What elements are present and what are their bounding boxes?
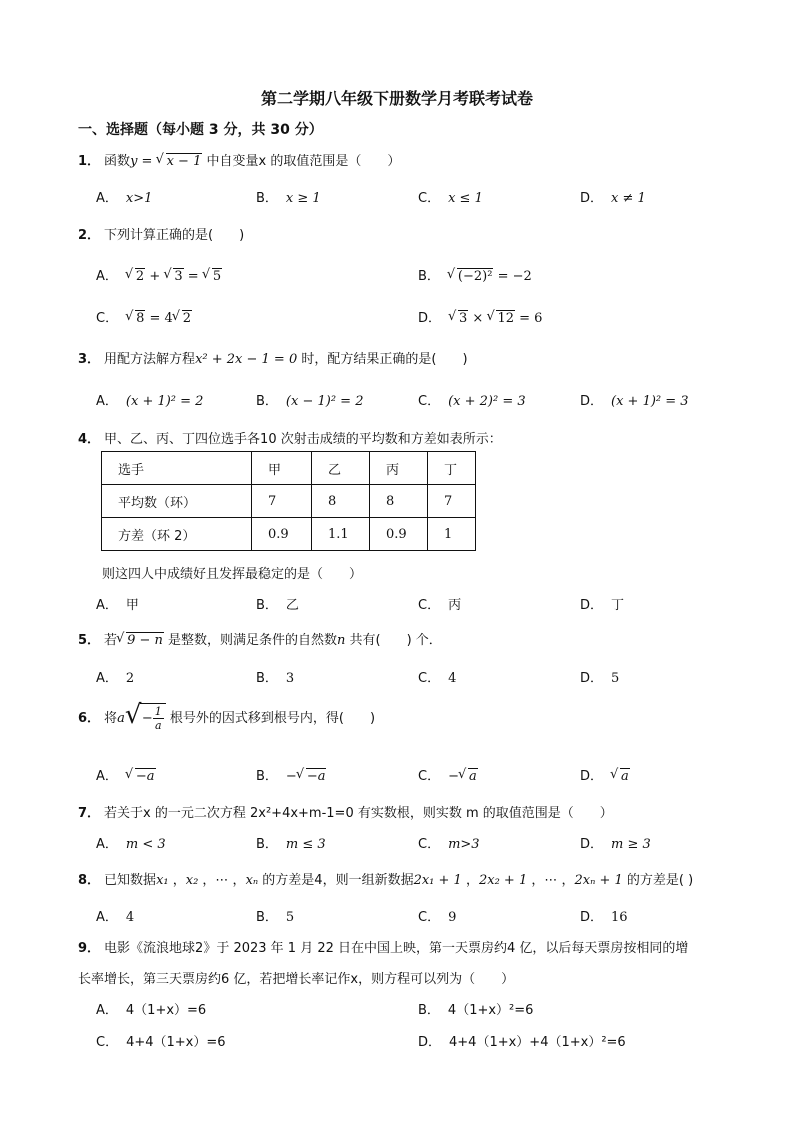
option-label: B． bbox=[418, 269, 440, 284]
option-label: D． bbox=[580, 769, 604, 784]
option-a[interactable]: A．√ 2 + √ 3 = √ 5 bbox=[96, 265, 222, 284]
question-number: 4． bbox=[78, 432, 101, 447]
option-text: 5 bbox=[611, 671, 620, 686]
option-text: 4（1+x）=6 bbox=[125, 1003, 207, 1018]
option-b[interactable] bbox=[418, 999, 533, 1018]
math-op: − bbox=[448, 769, 459, 784]
option-label: C． bbox=[418, 769, 441, 784]
denominator: a bbox=[154, 719, 162, 732]
sqrt-expr bbox=[126, 269, 145, 284]
sqrt-expr bbox=[448, 269, 494, 284]
page-title: 第二学期八年级下册数学月考联考试卷 bbox=[260, 89, 533, 108]
option-label: A． bbox=[96, 269, 118, 284]
option-c[interactable] bbox=[418, 906, 456, 925]
option-text: 4+4（1+x）=6 bbox=[126, 1035, 226, 1050]
option-text: (x − 1)² = 2 bbox=[285, 394, 364, 409]
option-label: B． bbox=[256, 598, 278, 613]
question-text: 共有( ) 个． bbox=[345, 633, 442, 648]
option-b[interactable] bbox=[418, 265, 532, 284]
option-label: C． bbox=[96, 311, 119, 326]
table-cell: 8 bbox=[370, 485, 428, 518]
separator: ， bbox=[168, 873, 186, 888]
option-label: A． bbox=[96, 769, 118, 784]
question-number: 9． bbox=[78, 941, 101, 956]
radical-sign: √ bbox=[124, 700, 142, 730]
sqrt-expr bbox=[126, 769, 156, 784]
option-label: D． bbox=[418, 1035, 442, 1050]
question-3 bbox=[78, 348, 468, 367]
sqrt-expr bbox=[126, 311, 145, 326]
question-number: 3． bbox=[78, 352, 101, 367]
option-a[interactable] bbox=[96, 594, 139, 613]
option-c[interactable] bbox=[418, 765, 478, 784]
option-a[interactable] bbox=[96, 999, 206, 1018]
question-text: 时，配方结果正确的是( ) bbox=[297, 352, 468, 367]
option-d[interactable] bbox=[580, 667, 619, 686]
table-header-cell: 丁 bbox=[428, 452, 476, 485]
question-number: 2． bbox=[78, 228, 101, 243]
option-a[interactable] bbox=[96, 390, 203, 409]
separator: ，⋯ ， bbox=[527, 873, 575, 888]
question-text: 是整数，则满足条件的自然数 bbox=[163, 633, 338, 648]
option-d[interactable]: D．√ 3 × √ 12 = 6 bbox=[418, 307, 542, 326]
math-var: n bbox=[337, 633, 346, 648]
radicand: −a bbox=[135, 769, 155, 784]
sqrt-expr bbox=[203, 269, 222, 284]
math-text: = 6 bbox=[515, 311, 543, 326]
question-number: 8． bbox=[78, 873, 101, 888]
option-label: B． bbox=[256, 191, 278, 206]
math-var: x₁ bbox=[156, 873, 169, 888]
option-text: m ≤ 3 bbox=[285, 837, 326, 852]
question-text: 用配方法解方程 bbox=[104, 352, 196, 367]
radicand: 2 bbox=[182, 311, 192, 326]
option-text: x>1 bbox=[125, 191, 153, 206]
option-text: 4 bbox=[125, 910, 135, 925]
option-label: C． bbox=[418, 837, 441, 852]
table-row bbox=[102, 518, 476, 551]
question-text: 下列计算正确的是( ) bbox=[104, 228, 245, 243]
table-cell: 方差（环 2） bbox=[102, 518, 252, 551]
option-d[interactable] bbox=[580, 833, 651, 852]
radicand: 3 bbox=[459, 311, 468, 326]
option-text: 甲 bbox=[125, 598, 139, 613]
sqrt-expr bbox=[164, 269, 183, 284]
option-d[interactable] bbox=[580, 390, 689, 409]
option-c[interactable] bbox=[96, 307, 192, 326]
option-c[interactable] bbox=[418, 390, 526, 409]
math-text: = −2 bbox=[493, 269, 532, 284]
sqrt-expr bbox=[487, 311, 515, 326]
option-text: (x + 2)² = 3 bbox=[448, 394, 526, 409]
table-cell: 8 bbox=[312, 485, 370, 518]
option-text: x ≠ 1 bbox=[611, 191, 646, 206]
option-text: (x + 1)² = 3 bbox=[611, 394, 689, 409]
option-a[interactable] bbox=[96, 833, 166, 852]
radicand: 2 bbox=[135, 269, 145, 284]
option-a[interactable] bbox=[96, 667, 134, 686]
option-label: A． bbox=[96, 910, 118, 925]
question-4-followup: 则这四人中成绩好且发挥最稳定的是（ ） bbox=[102, 567, 363, 582]
sqrt-expr bbox=[124, 700, 166, 734]
question-6 bbox=[78, 700, 376, 734]
table-header-cell: 丙 bbox=[370, 452, 428, 485]
fraction bbox=[153, 705, 164, 732]
question-5 bbox=[78, 629, 442, 648]
sqrt-expr bbox=[449, 311, 468, 326]
question-text: 若关于x 的一元二次方程 2x²+4x+m-1=0 有实数根，则实数 m 的取值范围是（ ） bbox=[104, 806, 613, 821]
option-text: (x + 1)² = 2 bbox=[125, 394, 204, 409]
question-text: 的方差是4，则一组新数据 bbox=[258, 873, 414, 888]
question-9-line2: 长率增长，第三天票房约6 亿，若把增长率记作x，则方程可以列为（ ） bbox=[78, 972, 515, 987]
question-number: 1． bbox=[78, 154, 101, 169]
question-9 bbox=[78, 937, 688, 956]
separator: ， bbox=[461, 873, 479, 888]
option-text: 9 bbox=[448, 910, 457, 925]
option-c[interactable] bbox=[418, 667, 456, 686]
table-header-cell: 甲 bbox=[252, 452, 312, 485]
option-c[interactable] bbox=[418, 833, 480, 852]
section-heading: 一、选择题（每小题 3 分，共 30 分） bbox=[78, 122, 323, 138]
question-text: 若 bbox=[104, 633, 118, 648]
option-label: C． bbox=[418, 598, 441, 613]
table-cell: 0.9 bbox=[370, 518, 428, 551]
question-2 bbox=[78, 224, 244, 243]
question-1 bbox=[78, 150, 400, 169]
option-b[interactable] bbox=[256, 594, 299, 613]
option-label: B． bbox=[256, 837, 278, 852]
option-b[interactable] bbox=[256, 667, 294, 686]
option-label: D． bbox=[418, 311, 442, 326]
option-label: B． bbox=[256, 910, 278, 925]
question-4 bbox=[78, 428, 502, 447]
math-var: x₂ bbox=[185, 873, 199, 888]
option-text: m < 3 bbox=[125, 837, 166, 852]
sqrt-expr bbox=[173, 311, 192, 326]
table-cell: 1 bbox=[428, 518, 476, 551]
question-number: 6． bbox=[78, 711, 101, 726]
sqrt-expr bbox=[117, 633, 164, 648]
question-8 bbox=[78, 869, 693, 888]
question-text: 函数 bbox=[104, 154, 131, 169]
option-c[interactable] bbox=[96, 1031, 226, 1050]
table-header-cell: 选手 bbox=[102, 452, 252, 485]
math-expr: 2x₁ + 1 bbox=[413, 873, 462, 888]
option-text: 4+4（1+x）+4（1+x）²=6 bbox=[449, 1035, 626, 1050]
option-label: B． bbox=[256, 769, 278, 784]
option-a[interactable] bbox=[96, 906, 134, 925]
option-text: 4 bbox=[448, 671, 457, 686]
score-table bbox=[101, 451, 476, 551]
radicand: a bbox=[468, 769, 477, 784]
option-text: x ≤ 1 bbox=[448, 191, 483, 206]
math-text: = 4 bbox=[145, 311, 173, 326]
option-label: A． bbox=[96, 671, 118, 686]
option-b[interactable] bbox=[256, 833, 326, 852]
option-text: m>3 bbox=[448, 837, 480, 852]
sqrt-expr bbox=[297, 769, 327, 784]
math-op: = bbox=[137, 154, 157, 169]
option-d[interactable] bbox=[580, 765, 630, 784]
option-b[interactable] bbox=[256, 906, 294, 925]
option-label: A． bbox=[96, 1003, 118, 1018]
option-label: D． bbox=[580, 910, 604, 925]
option-d[interactable] bbox=[580, 187, 646, 206]
question-7 bbox=[78, 802, 613, 821]
table-cell: 1.1 bbox=[312, 518, 370, 551]
option-label: D． bbox=[580, 191, 604, 206]
math-var: a bbox=[117, 711, 125, 726]
math-op: − bbox=[141, 711, 153, 726]
option-d[interactable] bbox=[418, 1031, 626, 1050]
table-header-row bbox=[102, 452, 476, 485]
option-label: C． bbox=[418, 191, 441, 206]
sqrt-expr bbox=[459, 769, 478, 784]
question-number: 7． bbox=[78, 806, 101, 821]
math-expr: 2x₂ + 1 bbox=[478, 873, 528, 888]
separator: ，⋯ ， bbox=[198, 873, 246, 888]
math-var: xₙ bbox=[245, 873, 259, 888]
radicand: 9 − n bbox=[127, 633, 163, 648]
option-label: C． bbox=[96, 1035, 119, 1050]
option-text: 2 bbox=[125, 671, 135, 686]
question-text: 将 bbox=[104, 711, 118, 726]
radicand: x − 1 bbox=[166, 154, 202, 169]
option-label: A． bbox=[96, 191, 118, 206]
option-b[interactable] bbox=[256, 765, 326, 784]
option-text: 3 bbox=[285, 671, 295, 686]
option-label: A． bbox=[96, 394, 118, 409]
radicand: −a bbox=[306, 769, 326, 784]
question-text: 甲、乙、丙、丁四位选手各10 次射击成绩的平均数和方差如表所示： bbox=[104, 432, 502, 447]
question-text: 中自变量x 的取值范围是（ ） bbox=[202, 154, 401, 169]
option-b[interactable] bbox=[256, 390, 363, 409]
option-label: D． bbox=[580, 837, 604, 852]
question-text: 已知数据 bbox=[104, 873, 157, 888]
option-text: 丙 bbox=[448, 598, 462, 613]
numerator: 1 bbox=[154, 705, 162, 718]
math-var: y bbox=[130, 154, 138, 169]
table-cell: 7 bbox=[252, 485, 312, 518]
question-text: 根号外的因式移到根号内，得( ) bbox=[165, 711, 376, 726]
option-c[interactable] bbox=[418, 594, 461, 613]
option-label: C． bbox=[418, 394, 441, 409]
option-text: m ≥ 3 bbox=[611, 837, 651, 852]
table-cell: 7 bbox=[428, 485, 476, 518]
option-label: D． bbox=[580, 598, 604, 613]
option-d[interactable] bbox=[580, 906, 628, 925]
math-expr: 2xₙ + 1 bbox=[574, 873, 623, 888]
option-label: D． bbox=[580, 394, 604, 409]
math-expr: x² + 2x − 1 = 0 bbox=[195, 352, 298, 367]
question-text: 电影《流浪地球2》于 2023 年 1 月 22 日在中国上映，第一天票房约4 亿，以后每天票房按相同的增 bbox=[104, 941, 689, 956]
option-d[interactable] bbox=[580, 594, 624, 613]
radicand: (−2)² bbox=[457, 269, 493, 284]
radicand bbox=[140, 703, 166, 734]
radicand: 8 bbox=[136, 311, 145, 326]
option-text: 16 bbox=[611, 910, 628, 925]
option-label: A． bbox=[96, 598, 118, 613]
radicand: 5 bbox=[212, 269, 222, 284]
sqrt-expr bbox=[157, 154, 203, 169]
option-text: 5 bbox=[285, 910, 295, 925]
table-cell: 0.9 bbox=[252, 518, 312, 551]
option-label: C． bbox=[418, 671, 441, 686]
option-label: B． bbox=[418, 1003, 440, 1018]
radicand: 3 bbox=[174, 269, 183, 284]
radicand: a bbox=[621, 769, 629, 784]
option-text: x ≥ 1 bbox=[285, 191, 321, 206]
radicand: 12 bbox=[497, 311, 515, 326]
option-c[interactable] bbox=[418, 187, 483, 206]
question-number: 5． bbox=[78, 633, 101, 648]
option-label: B． bbox=[256, 394, 278, 409]
option-text: 丁 bbox=[611, 598, 625, 613]
option-b[interactable] bbox=[256, 187, 321, 206]
option-a[interactable] bbox=[96, 765, 156, 784]
option-label: B． bbox=[256, 671, 278, 686]
option-text: 乙 bbox=[285, 598, 299, 613]
table-header-cell: 乙 bbox=[312, 452, 370, 485]
table-row bbox=[102, 485, 476, 518]
option-label: D． bbox=[580, 671, 604, 686]
option-a[interactable] bbox=[96, 187, 152, 206]
math-op: − bbox=[285, 769, 297, 784]
table-cell: 平均数（环） bbox=[102, 485, 252, 518]
sqrt-expr bbox=[611, 769, 630, 784]
option-label: A． bbox=[96, 837, 118, 852]
option-label: C． bbox=[418, 910, 441, 925]
question-text: 的方差是( ) bbox=[622, 873, 694, 888]
option-text: 4（1+x）²=6 bbox=[447, 1003, 534, 1018]
